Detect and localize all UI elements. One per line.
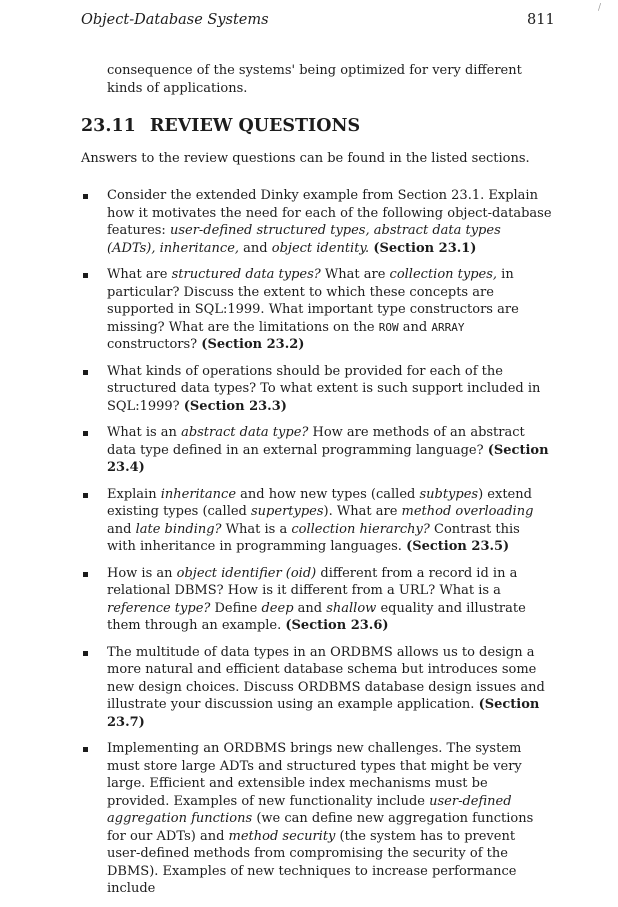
question-text-segment: different from a record id in a relational DBMS? How is it different from a URL? What is a [107, 565, 518, 598]
question-text-segment: ARRAY [431, 320, 465, 334]
running-header-title: Object-Database Systems [81, 12, 269, 28]
review-question [81, 565, 552, 635]
question-text-segment: and [107, 521, 136, 537]
question-text-segment: ). What are [323, 504, 402, 519]
question-text-segment: (we can define new aggregation functions for our ADTs) and [107, 811, 534, 844]
bullet-icon [83, 194, 88, 199]
question-text-segment: What kinds of operations should be provided for each of the structured data types? To what extent is such support included in SQL:1999? [107, 363, 541, 414]
review-questions-list [81, 187, 552, 907]
question-text-segment: and [239, 240, 272, 256]
question-text-segment: deep [261, 600, 294, 616]
page-number: 811 [527, 12, 555, 28]
question-text-segment: How is an [107, 565, 177, 581]
intro-paragraph: consequence of the systems' being optimized for very different kinds of applications. [107, 63, 522, 96]
question-text-segment: constructors? [107, 337, 202, 352]
question-text-segment: user-defined aggregation functions [107, 793, 512, 826]
question-text-segment: method security [228, 828, 336, 844]
review-question [81, 740, 552, 898]
bullet-icon [83, 572, 88, 577]
question-text-segment: subtypes [419, 486, 479, 502]
question-text-segment: supertypes [251, 504, 324, 519]
question-text-segment: How are methods of an abstract data type defined in an external programming language? [107, 425, 525, 458]
question-text-segment: structured data types? [171, 267, 321, 282]
review-question [81, 363, 552, 416]
section-reference: (Section 23.2) [201, 337, 305, 352]
bullet-icon [83, 651, 88, 656]
question-text-segment: user-defined structured types, abstract data types (ADTs), inheritance, [107, 223, 501, 256]
review-question [81, 644, 552, 732]
question-text-segment: ) extend existing types (called [107, 486, 532, 519]
question-text-segment: inheritance [160, 486, 237, 502]
question-text-segment: and how new types (called [236, 486, 420, 502]
section-reference: (Section 23.4) [107, 442, 549, 475]
question-text-segment: What is an [107, 425, 182, 440]
question-text-segment: collection hierarchy? [291, 521, 430, 537]
bullet-icon [83, 273, 88, 278]
margin-mark: / [598, 3, 602, 13]
question-text-segment: and [398, 319, 432, 335]
section-reference: (Section 23.1) [373, 240, 477, 256]
section-reference: (Section 23.7) [107, 697, 540, 730]
question-text-segment: late binding? [135, 521, 222, 537]
section-reference: (Section 23.6) [285, 618, 389, 633]
question-text-segment: The multitude of data types in an ORDBMS allows us to design a more natural and efficient database schema but introduces some new design choices. Discuss ORDBMS database design issues and illustrate your discussion using an example application. [107, 644, 545, 712]
question-text-segment: Implementing an ORDBMS brings new challenges. The system must store large ADTs and structured types that might be very large. Efficient and extensible index mechanisms must be provided. Examples of new functionality include [107, 741, 522, 809]
question-text-segment: What are [320, 267, 390, 282]
question-text-segment: What are [107, 267, 172, 282]
section-number: 23.11 [81, 116, 136, 136]
question-text-segment: method overloading [401, 504, 534, 519]
review-question [81, 486, 552, 556]
question-text-segment: equality and illustrate them through an example. [107, 600, 526, 633]
section-heading [81, 116, 360, 136]
question-text-segment: Explain [107, 486, 161, 502]
question-text-segment: What is a [221, 521, 292, 537]
question-text-segment: and [293, 600, 327, 616]
question-text-segment: Contrast this with inheritance in programming languages. [107, 521, 520, 554]
section-lead: Answers to the review questions can be found in the listed sections. [81, 151, 530, 166]
question-text-segment: shallow [326, 600, 377, 616]
section-title: REVIEW QUESTIONS [149, 116, 361, 136]
question-text-segment: abstract data type? [181, 425, 309, 440]
bullet-icon [83, 493, 88, 498]
question-text-segment: object identity. [271, 240, 370, 256]
bullet-icon [83, 747, 88, 752]
question-text-segment: Consider the extended Dinky example from Section 23.1. Explain how it motivates the need for each of the following object-database features: [107, 188, 552, 238]
section-reference: (Section 23.5) [406, 539, 510, 554]
review-question [81, 187, 552, 257]
question-text-segment: in particular? Discuss the extent to which these concepts are supported in SQL:1999. What important type constructors are missing? What are the limitations on the [107, 267, 519, 335]
question-text-segment: object identifier (oid) [176, 565, 317, 581]
question-text-segment: Define [210, 600, 262, 616]
question-text-segment: collection types, [389, 267, 498, 282]
bullet-icon [83, 431, 88, 436]
review-question [81, 424, 552, 477]
bullet-icon [83, 370, 88, 375]
question-text-segment: ROW [378, 320, 399, 334]
question-text-segment: (the system has to prevent user-defined methods from compromising the security of the DBMS). Examples of new techniques to increase performance include [107, 828, 517, 896]
question-text-segment: reference type? [107, 600, 211, 616]
review-question [81, 266, 552, 354]
section-reference: (Section 23.3) [183, 398, 287, 414]
